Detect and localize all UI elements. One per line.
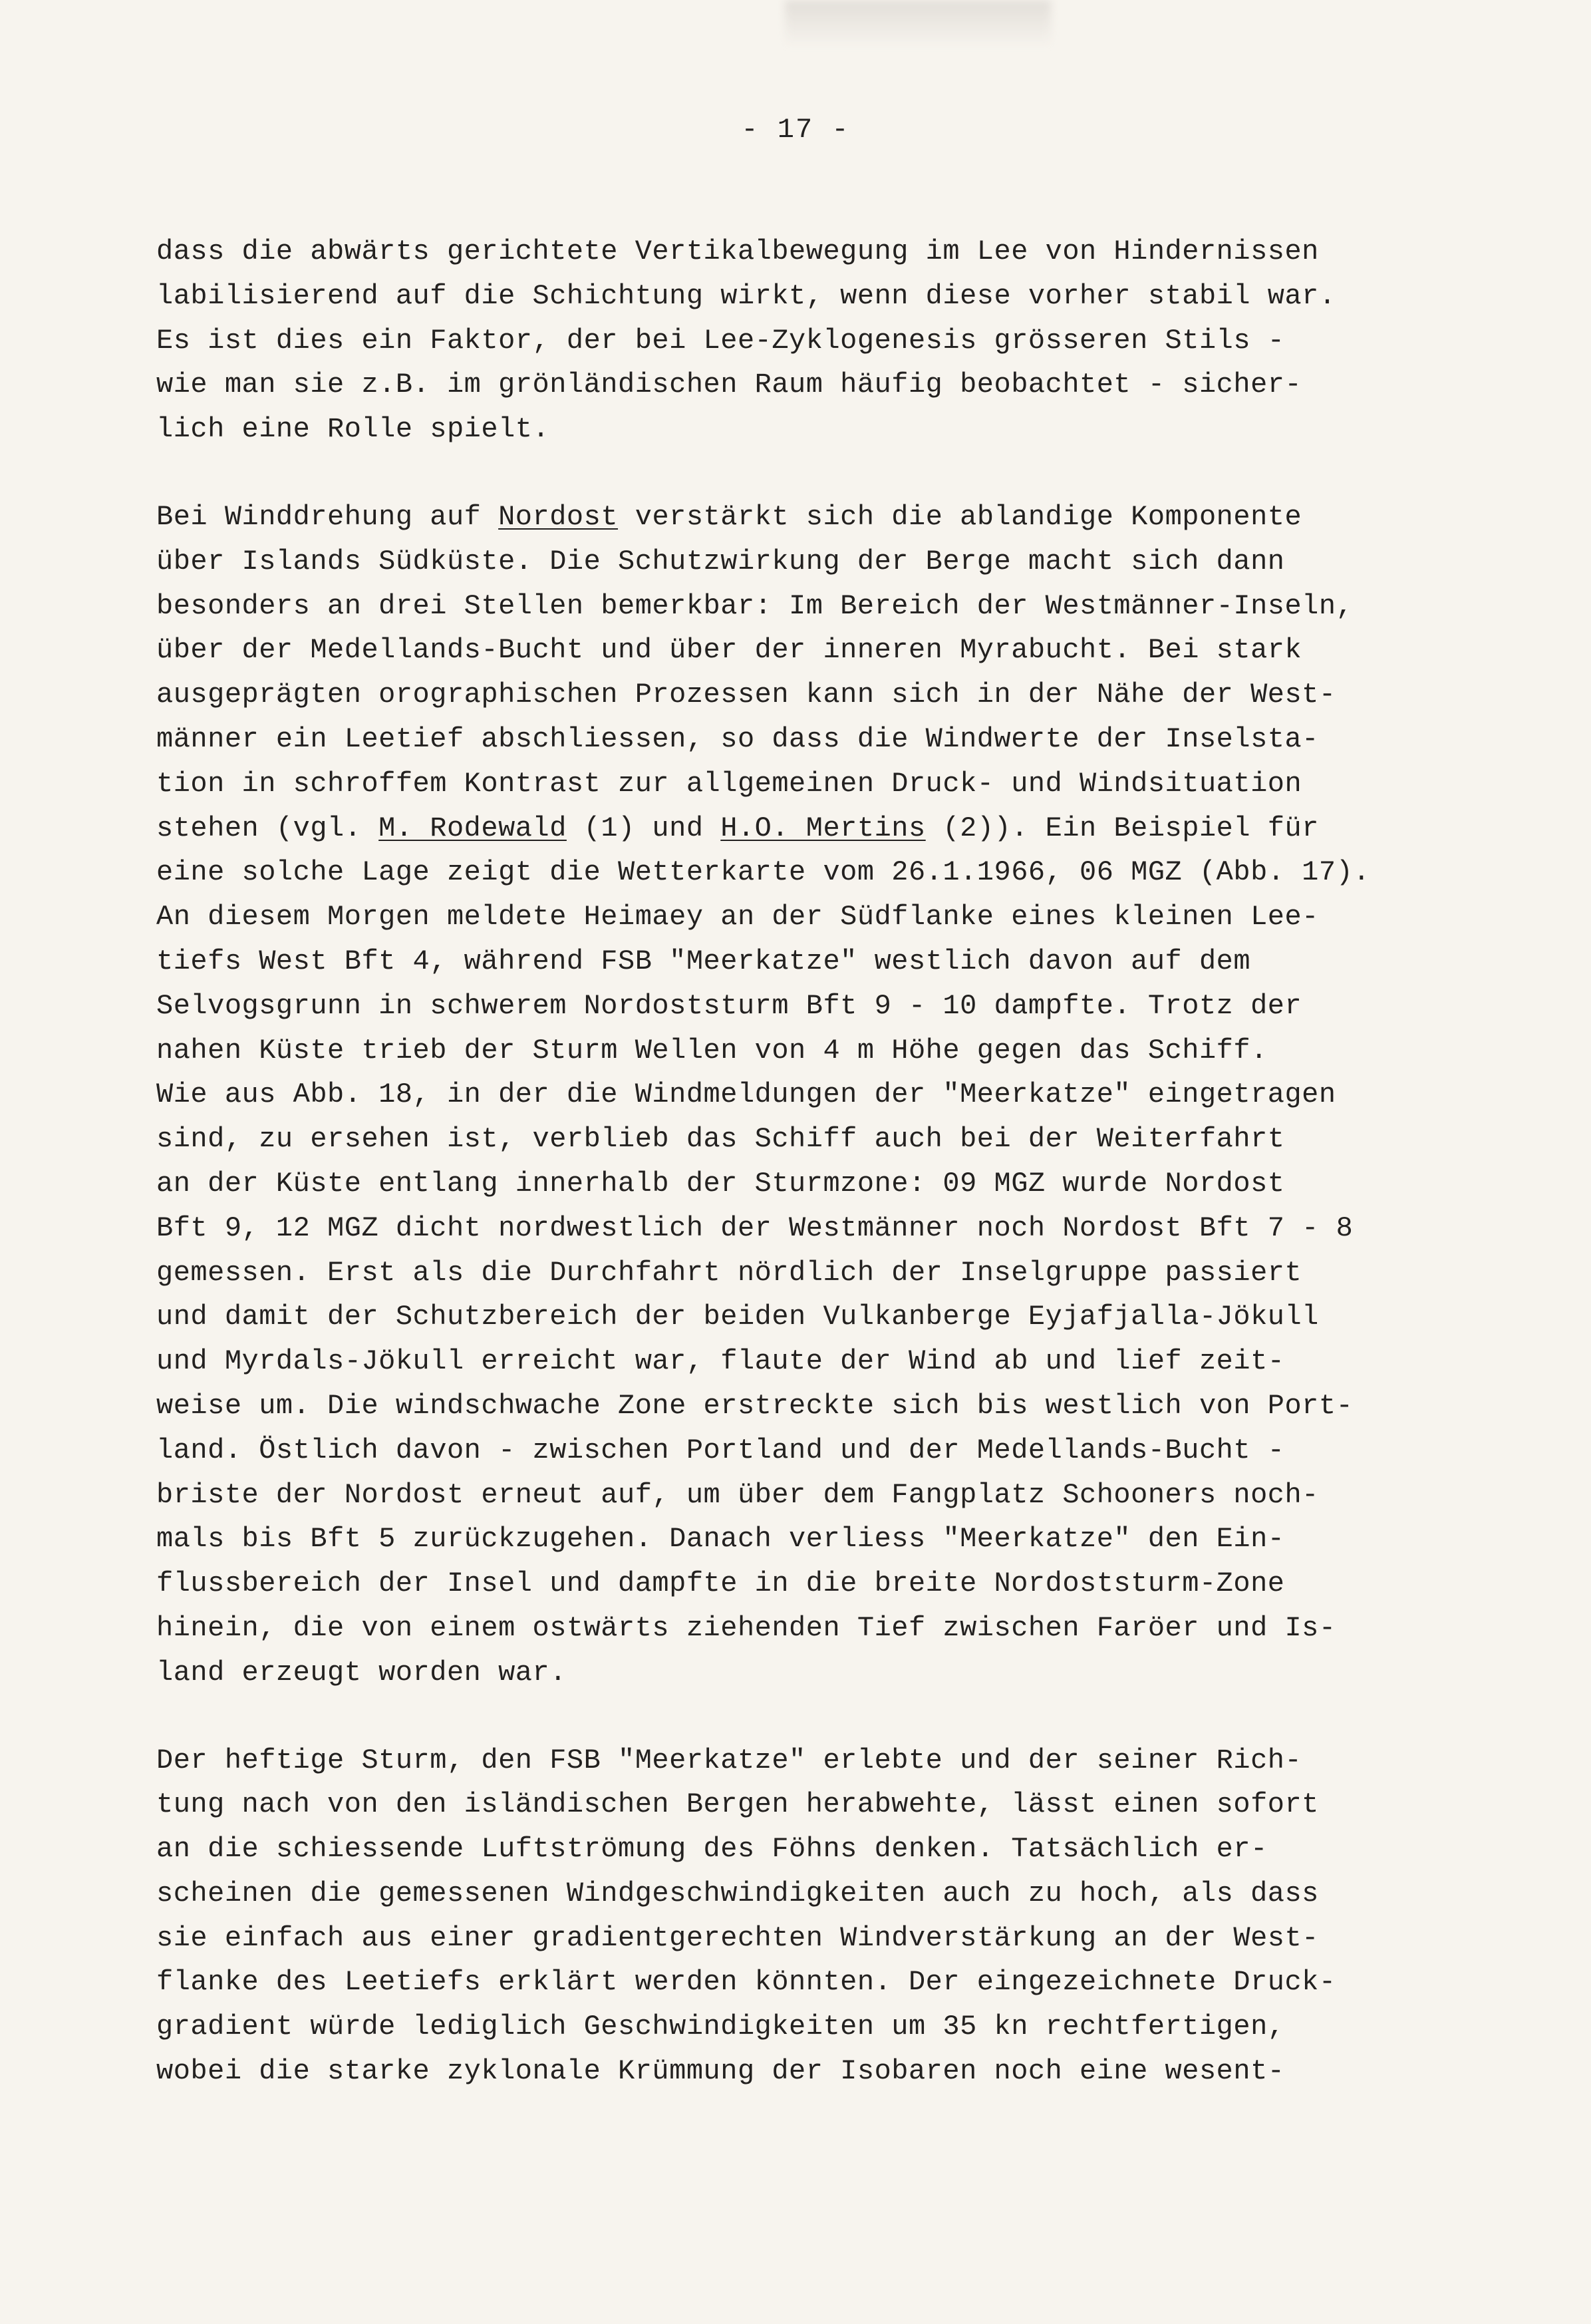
text-line: briste der Nordost erneut auf, um über dem Fangplatz Schooners noch-: [156, 1478, 1319, 1511]
text-line: sind, zu ersehen ist, verblieb das Schiff auch bei der Weiterfahrt: [156, 1123, 1285, 1156]
text-line: flanke des Leetiefs erklärt werden könnten. Der eingezeichnete Druck-: [156, 1966, 1336, 1999]
text-line: an die schiessende Luftströmung des Föhns denken. Tatsächlich er-: [156, 1833, 1268, 1866]
author-name: M. Rodewald: [378, 812, 567, 844]
paragraph-1: [156, 230, 1500, 452]
text-segment: Bei Winddrehung auf: [156, 500, 499, 533]
text-line: Es ist dies ein Faktor, der bei Lee-Zyklogenesis grösseren Stils -: [156, 324, 1285, 357]
text-line: dass die abwärts gerichtete Vertikalbewegung im Lee von Hindernissen: [156, 236, 1319, 267]
text-line: [156, 495, 1500, 540]
text-line: und damit der Schutzbereich der beiden Vulkanberge Eyjafjalla-Jökull: [156, 1301, 1319, 1333]
text-line: über der Medellands-Bucht und über der inneren Myrabucht. Bei stark: [156, 634, 1302, 667]
text-line: Bft 9, 12 MGZ dicht nordwestlich der Westmänner noch Nordost Bft 7 - 8: [156, 1212, 1354, 1244]
text-line: hinein, die von einem ostwärts ziehenden Tief zwischen Faröer und Is-: [156, 1611, 1336, 1644]
text-line: männer ein Leetief abschliessen, so dass die Windwerte der Inselsta-: [156, 723, 1319, 755]
text-segment: verstärkt sich die ablandige Komponente: [618, 500, 1302, 533]
text-line: [156, 806, 1500, 851]
scan-shadow: [785, 0, 1051, 47]
text-line: und Myrdals-Jökull erreicht war, flaute der Wind ab und lief zeit-: [156, 1345, 1285, 1378]
text-line: weise um. Die windschwache Zone erstreckte sich bis westlich von Port-: [156, 1389, 1354, 1422]
text-line: land. Östlich davon - zwischen Portland und der Medellands-Bucht -: [156, 1434, 1285, 1466]
paragraph-2: [156, 495, 1500, 1695]
text-line: besonders an drei Stellen bemerkbar: Im Bereich der Westmänner-Inseln,: [156, 589, 1354, 622]
text-line: über Islands Südküste. Die Schutzwirkung der Berge macht sich dann: [156, 545, 1285, 578]
text-segment: (1) und: [566, 812, 721, 844]
text-line: gemessen. Erst als die Durchfahrt nördlich der Inselgruppe passiert: [156, 1256, 1302, 1289]
paragraph-3: [156, 1739, 1500, 2094]
text-line: wie man sie z.B. im grönländischen Raum häufig beobachtet - sicher-: [156, 369, 1302, 401]
text-line: wobei die starke zyklonale Krümmung der Isobaren noch eine wesent-: [156, 2055, 1285, 2088]
text-line: tion in schroffem Kontrast zur allgemeinen Druck- und Windsituation: [156, 767, 1302, 800]
text-line: tung nach von den isländischen Bergen herabwehte, lässt einen sofort: [156, 1788, 1319, 1821]
text-line: nahen Küste trieb der Sturm Wellen von 4 m Höhe gegen das Schiff.: [156, 1034, 1268, 1067]
text-line: flussbereich der Insel und dampfte in die breite Nordoststurm-Zone: [156, 1568, 1285, 1600]
text-line: Wie aus Abb. 18, in der die Windmeldungen der "Meerkatze" eingetragen: [156, 1079, 1336, 1111]
text-line: tiefs West Bft 4, während FSB "Meerkatze" westlich davon auf dem: [156, 945, 1251, 977]
text-line: scheinen die gemessenen Windgeschwindigkeiten auch zu hoch, als dass: [156, 1877, 1319, 1909]
text-segment: stehen (vgl.: [156, 812, 379, 844]
text-line: Selvogsgrunn in schwerem Nordoststurm Bft 9 - 10 dampfte. Trotz der: [156, 989, 1302, 1022]
text-line: mals bis Bft 5 zurückzugehen. Danach verliess "Meerkatze" den Ein-: [156, 1523, 1285, 1556]
text-line: an der Küste entlang innerhalb der Sturmzone: 09 MGZ wurde Nordost: [156, 1167, 1285, 1200]
underlined-term: Nordost: [498, 500, 619, 533]
text-line: ausgeprägten orographischen Prozessen kann sich in der Nähe der West-: [156, 679, 1336, 711]
author-name: H.O. Mertins: [720, 812, 926, 844]
text-line: Der heftige Sturm, den FSB "Meerkatze" erlebte und der seiner Rich-: [156, 1744, 1302, 1776]
text-line: sie einfach aus einer gradientgerechten Windverstärkung an der West-: [156, 1921, 1319, 1954]
text-line: land erzeugt worden war.: [156, 1656, 567, 1689]
text-line: gradient würde lediglich Geschwindigkeiten um 35 kn rechtfertigen,: [156, 2011, 1285, 2043]
text-line: lich eine Rolle spielt.: [156, 413, 550, 446]
page-number: - 17 -: [741, 114, 850, 146]
text-line: eine solche Lage zeigt die Wetterkarte vom 26.1.1966, 06 MGZ (Abb. 17).: [156, 856, 1370, 889]
text-line: labilisierend auf die Schichtung wirkt, wenn diese vorher stabil war.: [156, 279, 1336, 312]
body-text: [156, 230, 1500, 2137]
text-segment: (2)). Ein Beispiel für: [925, 812, 1319, 844]
text-line: An diesem Morgen meldete Heimaey an der Südflanke eines kleinen Lee-: [156, 901, 1319, 933]
